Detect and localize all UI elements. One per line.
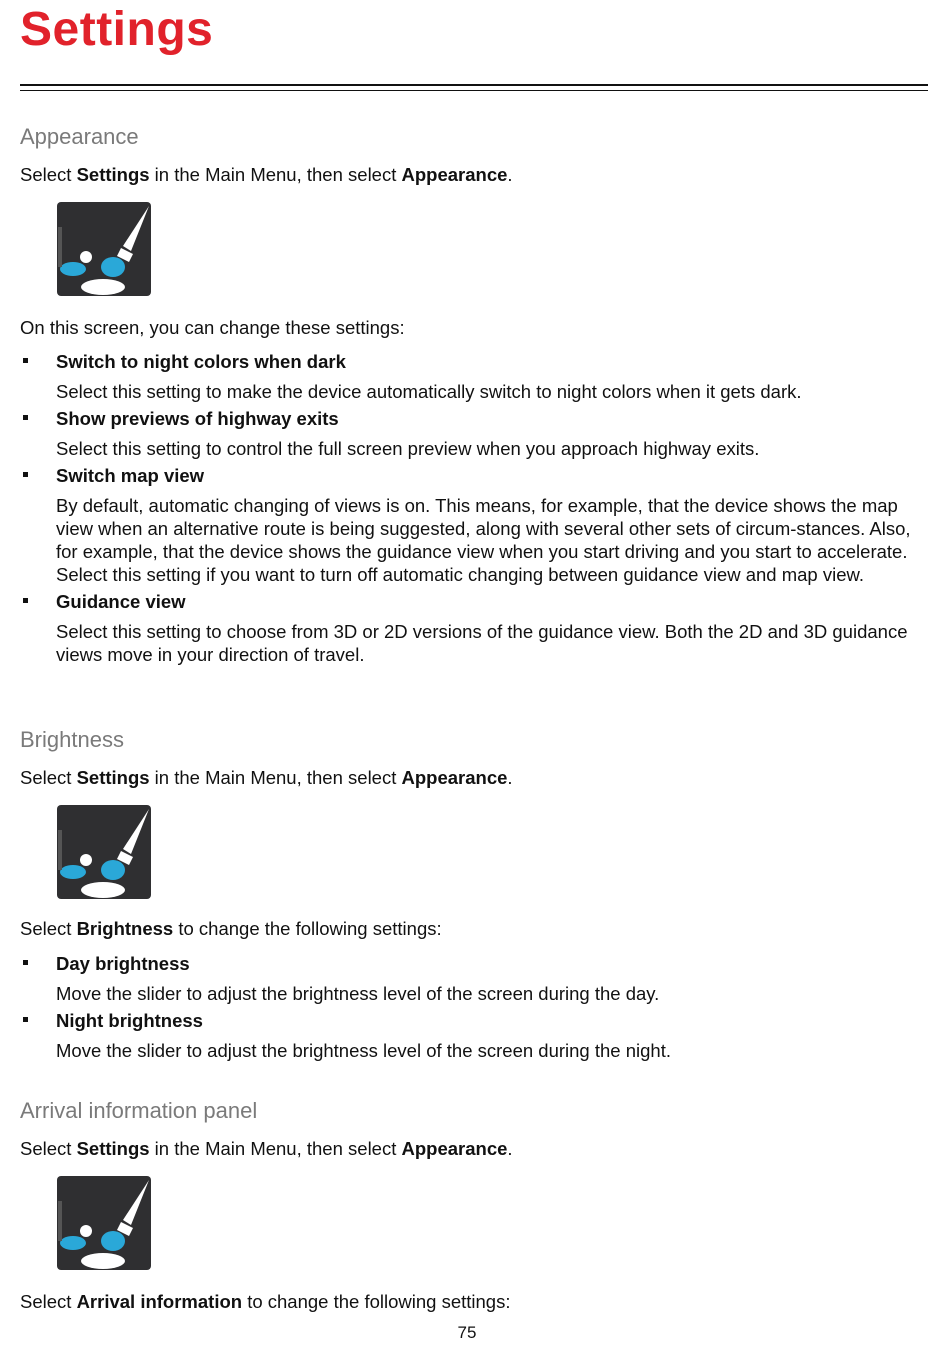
brightness-section bbox=[20, 727, 920, 1066]
bullet-icon bbox=[23, 1017, 28, 1022]
instruction: Select Settings in the Main Menu, then select Appearance. bbox=[20, 767, 513, 788]
page-title: Settings bbox=[20, 3, 214, 56]
intro-text: Select Arrival information to change the following settings: bbox=[20, 1291, 511, 1312]
brightness-settings-list bbox=[20, 952, 920, 1062]
title-rule-thin bbox=[20, 90, 928, 91]
list-item bbox=[20, 590, 920, 666]
intro-text: Select Brightness to change the following settings: bbox=[20, 918, 442, 939]
instruction: Select Settings in the Main Menu, then select Appearance. bbox=[20, 164, 513, 185]
appearance-section bbox=[20, 124, 920, 670]
list-item bbox=[20, 407, 920, 460]
setting-description: Select this setting to control the full screen preview when you approach highway exits. bbox=[56, 438, 760, 459]
setting-title: Day brightness bbox=[56, 953, 190, 974]
setting-description: Select this setting to make the device automatically switch to night colors when it gets dark. bbox=[56, 381, 802, 402]
appearance-brush-icon bbox=[57, 805, 151, 899]
section-heading: Brightness bbox=[20, 727, 124, 752]
setting-description: Move the slider to adjust the brightness level of the screen during the day. bbox=[56, 983, 660, 1004]
intro-text: On this screen, you can change these settings: bbox=[20, 317, 405, 338]
setting-description: Move the slider to adjust the brightness level of the screen during the night. bbox=[56, 1040, 671, 1061]
section-heading: Appearance bbox=[20, 124, 139, 149]
bullet-icon bbox=[23, 960, 28, 965]
title-rule bbox=[20, 84, 928, 86]
setting-title: Guidance view bbox=[56, 591, 186, 612]
list-item bbox=[20, 1009, 920, 1062]
bullet-icon bbox=[23, 598, 28, 603]
appearance-settings-list bbox=[20, 350, 920, 666]
page-number: 75 bbox=[457, 1323, 477, 1342]
appearance-brush-icon bbox=[57, 202, 151, 296]
bullet-icon bbox=[23, 415, 28, 420]
setting-description: Select this setting to choose from 3D or 2D versions of the guidance view. Both the 2D and 3D guidance views move in your direction of travel. bbox=[56, 621, 908, 665]
list-item bbox=[20, 952, 920, 1005]
bullet-icon bbox=[23, 472, 28, 477]
setting-title: Switch map view bbox=[56, 465, 205, 486]
setting-title: Night brightness bbox=[56, 1010, 203, 1031]
setting-title: Switch to night colors when dark bbox=[56, 351, 346, 372]
setting-title: Show previews of highway exits bbox=[56, 408, 339, 429]
arrival-section bbox=[20, 1098, 920, 1314]
setting-description: By default, automatic changing of views is on. This means, for example, that the device shows the map view when an alternative route is being suggested, along with several other sets of circum-stances. Also, for example, that the device shows the guidance view when you start driving and you start to accelerate. Select this setting if you want to turn off automatic changing between guidance view and map view. bbox=[56, 495, 911, 585]
appearance-brush-icon bbox=[57, 1176, 151, 1270]
bullet-icon bbox=[23, 358, 28, 363]
list-item bbox=[20, 350, 920, 403]
section-heading: Arrival information panel bbox=[20, 1098, 258, 1123]
instruction: Select Settings in the Main Menu, then select Appearance. bbox=[20, 1138, 513, 1159]
list-item bbox=[20, 464, 920, 586]
